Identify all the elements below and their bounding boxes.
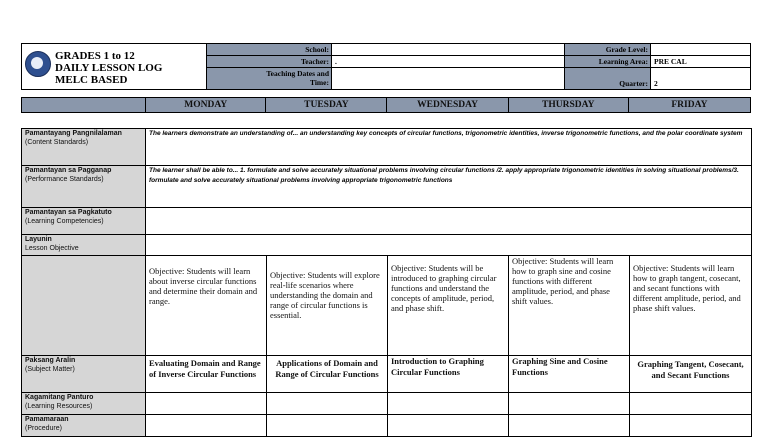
resources-sub: (Learning Resources) (25, 403, 93, 410)
procedure-label: Pamamaraan (25, 416, 69, 423)
procedure-thursday[interactable] (509, 415, 630, 437)
subject-matter-label: Paksang Aralin (25, 357, 76, 364)
row-performance-standards (22, 166, 752, 208)
day-monday: MONDAY (146, 98, 266, 112)
resources-tuesday[interactable] (267, 393, 388, 415)
performance-standards-label-cell (22, 166, 146, 208)
quarter-value[interactable]: 2 (654, 79, 658, 88)
teacher-value[interactable]: . (335, 57, 337, 66)
header-mid-labels (206, 44, 332, 89)
lesson-log-table (21, 128, 752, 437)
subject-matter-label-cell (22, 356, 146, 393)
resources-wednesday[interactable] (388, 393, 509, 415)
header-mid-values (331, 44, 565, 89)
competencies-label: Pamantayan sa Pagkatuto (25, 209, 112, 216)
day-thursday: THURSDAY (509, 98, 629, 112)
content-standards-sub: (Content Standards) (25, 139, 89, 146)
row-resources (22, 393, 752, 415)
day-wednesday: WEDNESDAY (387, 98, 508, 112)
subject-matter-sub: (Subject Matter) (25, 366, 75, 373)
objective-header-cell[interactable] (146, 235, 752, 256)
procedure-friday[interactable] (630, 415, 752, 437)
row-competencies (22, 208, 752, 235)
subject-thursday[interactable]: Graphing Sine and Cosine Functions (509, 356, 630, 393)
resources-monday[interactable] (146, 393, 267, 415)
title-line-1: GRADES 1 to 12 (55, 50, 135, 62)
content-standards-text[interactable]: The learners demonstrate an understanding of... an understanding key concepts of circular functions, trigonometric identities, inverse trigonometric functions, and the polar coordinate system (146, 129, 752, 166)
procedure-label-cell (22, 415, 146, 437)
objective-thursday[interactable]: Objective: Students will learn how to graph sine and cosine functions with different amplitude, period, and phase shift values. (509, 256, 630, 356)
row-subject-matter (22, 356, 752, 393)
learning-area-value[interactable]: PRE CAL (654, 57, 687, 66)
procedure-sub: (Procedure) (25, 425, 62, 432)
performance-standards-text[interactable]: The learner shall be able to... 1. formulate and solve accurately situational problems involving circular functions /2. apply appropriate trigonometric identities in solving situational problems/3. formulate and solve accurately situational problems involving appropriate trigonometric functions (146, 166, 752, 208)
quarter-label: Quarter: (619, 79, 648, 88)
resources-friday[interactable] (630, 393, 752, 415)
competencies-label-cell (22, 208, 146, 235)
day-friday: FRIDAY (671, 100, 708, 110)
resources-label: Kagamitang Panturo (25, 394, 94, 401)
objective-sub: Lesson Objective (25, 245, 79, 252)
procedure-wednesday[interactable] (388, 415, 509, 437)
competencies-cell[interactable] (146, 208, 752, 235)
header-title (55, 50, 162, 86)
competencies-sub: (Learning Competencies) (25, 218, 104, 225)
day-header-bar (21, 97, 751, 113)
title-line-2: DAILY LESSON LOG (55, 62, 163, 74)
performance-standards-sub: (Performance Standards) (25, 176, 104, 183)
row-objectives (22, 256, 752, 356)
teacher-label: Teacher: (300, 57, 329, 66)
objective-label: Layunin (25, 236, 52, 243)
subject-wednesday[interactable]: Introduction to Graphing Circular Functions (388, 356, 509, 393)
subject-friday[interactable]: Graphing Tangent, Cosecant, and Secant Functions (630, 356, 752, 393)
objective-label-cell (22, 235, 146, 256)
header-right-labels (564, 44, 651, 89)
row-objective-header (22, 235, 752, 256)
resources-label-cell (22, 393, 146, 415)
subject-tuesday[interactable]: Applications of Domain and Range of Circular Functions (267, 356, 388, 393)
grade-level-label: Grade Level: (605, 45, 648, 54)
learning-area-label: Learning Area: (598, 57, 648, 66)
title-line-3: MELC BASED (55, 74, 128, 86)
header-right-values (650, 44, 751, 89)
day-tuesday: TUESDAY (266, 98, 387, 112)
deped-seal-icon (25, 51, 51, 77)
objective-tuesday[interactable]: Objective: Students will explore real-life scenarios where understanding the domain and range of circular functions is essential. (267, 256, 388, 356)
procedure-monday[interactable] (146, 415, 267, 437)
content-standards-label: Pamantayang Pangnilalaman (25, 130, 122, 137)
objective-wednesday[interactable]: Objective: Students will be introduced to graphing circular functions and understand the concepts of amplitude, period, and phase shift. (388, 256, 509, 356)
performance-standards-label: Pamantayan sa Pagganap (25, 167, 112, 174)
subject-monday[interactable]: Evaluating Domain and Range of Inverse Circular Functions (146, 356, 267, 393)
objective-friday[interactable]: Objective: Students will learn how to graph tangent, cosecant, and secant functions with different amplitude, period, and phase shift values. (630, 256, 752, 356)
objective-monday[interactable]: Objective: Students will learn about inverse circular functions and determine their domain and range. (146, 256, 267, 356)
row-content-standards (22, 129, 752, 166)
school-label: School: (305, 45, 329, 54)
lesson-log-header (21, 43, 751, 90)
objectives-left-cell (22, 256, 146, 356)
procedure-tuesday[interactable] (267, 415, 388, 437)
resources-thursday[interactable] (509, 393, 630, 415)
teaching-dates-label: Teaching Dates and Time: (266, 69, 329, 87)
content-standards-label-cell (22, 129, 146, 166)
header-title-block (22, 44, 206, 89)
row-procedure (22, 415, 752, 437)
